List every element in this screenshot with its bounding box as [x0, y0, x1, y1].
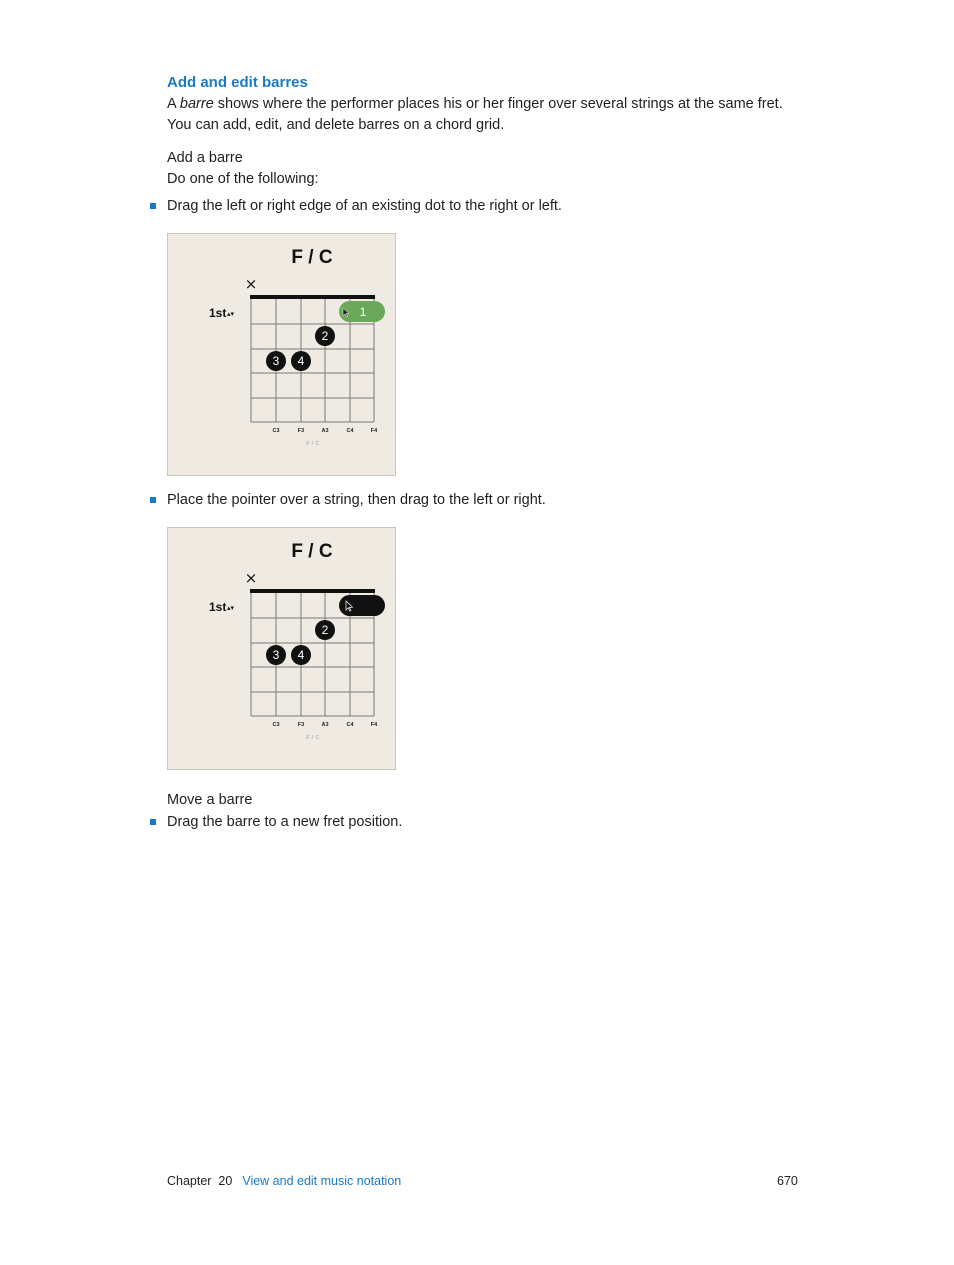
- bullet-text: Drag the barre to a new fret position.: [167, 814, 403, 830]
- fret-stepper-icon[interactable]: ▴▾: [227, 310, 235, 318]
- finger-dot-4-label: 4: [297, 648, 305, 662]
- muted-string-icon[interactable]: ×: [244, 275, 258, 293]
- muted-string-icon[interactable]: ×: [244, 569, 258, 587]
- finger-dot-2-label: 2: [321, 623, 329, 637]
- note-label: F3: [297, 722, 305, 728]
- intro-term: barre: [179, 96, 214, 112]
- intro-line2: You can add, edit, and delete barres on a chord grid.: [167, 117, 505, 133]
- chord-name: F / C: [291, 247, 333, 268]
- fret-position-label: 1st: [209, 600, 227, 614]
- nut-bar: [250, 589, 375, 593]
- chapter-link[interactable]: View and edit music notation: [242, 1174, 402, 1188]
- finger-dot-2-label: 2: [321, 329, 329, 343]
- barre-label: 1: [359, 305, 367, 319]
- footer-chapter: [167, 1174, 401, 1188]
- chord-grid-2: [168, 528, 397, 771]
- note-label: F3: [297, 428, 305, 434]
- bullet-text: Drag the left or right edge of an existing dot to the right or left.: [167, 198, 562, 214]
- note-label: F4: [370, 722, 378, 728]
- nut-bar: [250, 295, 375, 299]
- finger-dot-4-label: 4: [297, 354, 305, 368]
- chord-name: F / C: [291, 541, 333, 562]
- intro-prefix: A: [167, 96, 180, 112]
- fret-stepper-icon[interactable]: ▴▾: [227, 604, 235, 612]
- chord-figure-2: [167, 527, 396, 770]
- note-label: F4: [370, 428, 378, 434]
- note-label: C4: [346, 722, 354, 728]
- frets: [251, 324, 374, 422]
- bullet-item: [150, 814, 402, 830]
- note-label: A3: [321, 428, 329, 434]
- bullet-item: [150, 198, 562, 214]
- note-label: C3: [272, 722, 280, 728]
- note-label: C4: [346, 428, 354, 434]
- bullet-square-icon: [150, 203, 156, 209]
- bullet-square-icon: [150, 819, 156, 825]
- intro-paragraph: [167, 94, 807, 136]
- finger-dot-3-label: 3: [272, 648, 280, 662]
- frets: [251, 618, 374, 716]
- note-label: A3: [321, 722, 329, 728]
- fret-position-label: 1st: [209, 306, 227, 320]
- bullet-item: [150, 492, 546, 508]
- chord-sub-label: F / C: [306, 735, 320, 741]
- chord-sub-label: F / C: [306, 441, 320, 447]
- bullet-square-icon: [150, 497, 156, 503]
- add-barre-heading: Add a barre: [167, 150, 243, 166]
- chord-grid-1: [168, 234, 397, 477]
- chord-figure-1: [167, 233, 396, 476]
- page-number: 670: [777, 1174, 798, 1188]
- move-barre-heading: Move a barre: [167, 792, 253, 808]
- chapter-label: Chapter 20: [167, 1174, 233, 1188]
- add-barre-subtext: Do one of the following:: [167, 171, 319, 187]
- note-label: C3: [272, 428, 280, 434]
- finger-dot-3-label: 3: [272, 354, 280, 368]
- section-title: Add and edit barres: [167, 74, 308, 91]
- bullet-text: Place the pointer over a string, then drag to the left or right.: [167, 492, 546, 508]
- intro-line1: shows where the performer places his or her finger over several strings at the same fret.: [213, 96, 783, 112]
